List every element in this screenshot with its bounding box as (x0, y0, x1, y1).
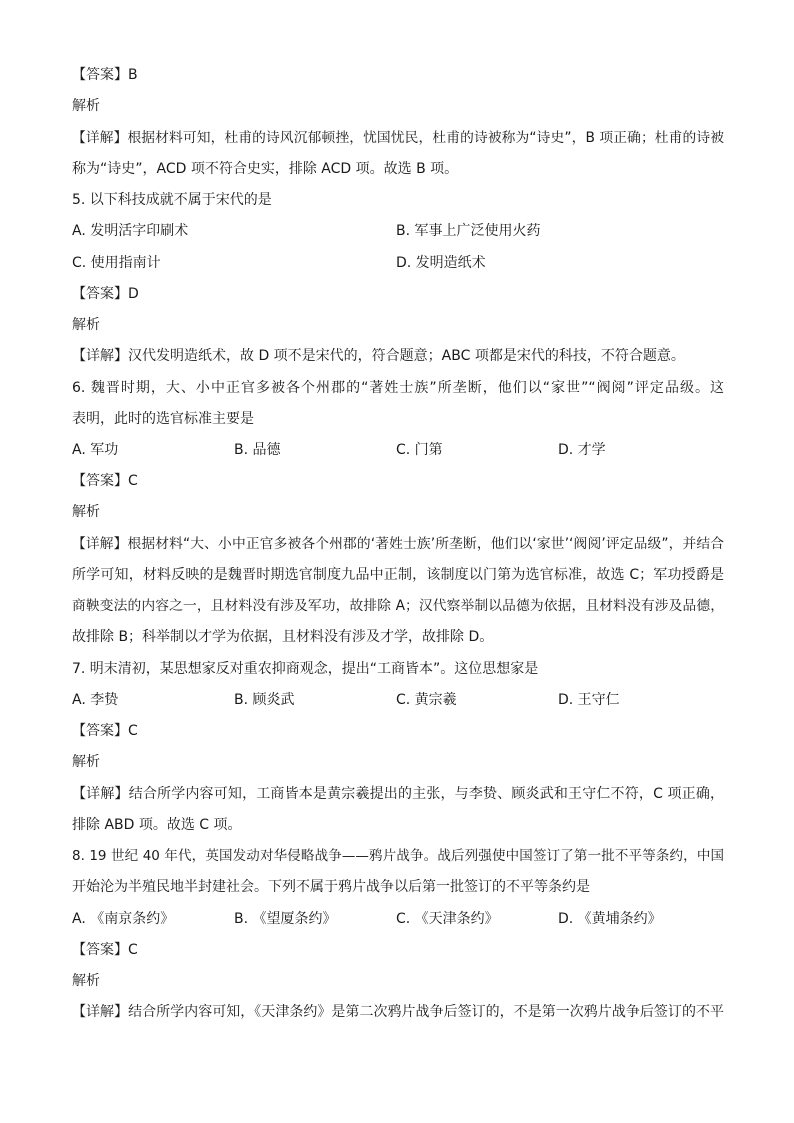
question-stem: 6. 魏晋时期，大、小中正官多被各个州郡的“著姓士族”所垄断，他们以“家世”“阀阅”评定品级。这 (72, 380, 724, 396)
question-stem: 5. 以下科技成就不属于宋代的是 (72, 192, 272, 208)
option-c: C. 门第 (396, 442, 443, 458)
analysis-heading: 解析 (72, 317, 100, 333)
option-b: B. 《望厦条约》 (234, 911, 337, 927)
detail-text: 【详解】根据材料“大、小中正官多被各个州郡的‘著姓士族’所垄断，他们以‘家世’‘阀阅’评定品级”，并结合 (72, 536, 724, 552)
answer-label: 【答案】D (72, 286, 139, 302)
answer-label: 【答案】C (72, 473, 138, 489)
option-a: A. 发明活字印刷术 (72, 223, 189, 239)
option-a: A. 《南京条约》 (72, 911, 175, 927)
question-stem: 8. 19 世纪 40 年代，英国发动对华侵略战争——鸦片战争。战后列强使中国签订了第一批不平等条约，中国 (72, 848, 724, 864)
detail-text: 所学可知，材料反映的是魏晋时期选官制度九品中正制，该制度以门第为选官标准，故选 C；军功授爵是 (72, 567, 724, 583)
question-stem: 开始沦为半殖民地半封建社会。下列不属于鸦片战争以后第一批签订的不平等条约是 (72, 879, 590, 895)
option-c: C. 黄宗羲 (396, 692, 457, 708)
option-b: B. 品德 (234, 442, 281, 458)
detail-text: 排除 ABD 项。故选 C 项。 (72, 817, 242, 833)
question-stem: 表明，此时的选官标准主要是 (72, 411, 254, 427)
option-d: D. 才学 (558, 442, 606, 458)
detail-text: 商鞅变法的内容之一，且材料没有涉及军功，故排除 A；汉代察举制以品德为依据，且材料没有涉及品德， (72, 598, 724, 614)
option-b: B. 顾炎武 (234, 692, 295, 708)
detail-text: 称为“诗史”，ACD 项不符合史实，排除 ACD 项。故选 B 项。 (72, 161, 459, 177)
analysis-heading: 解析 (72, 504, 100, 520)
analysis-heading: 解析 (72, 754, 100, 770)
option-c: C. 使用指南计 (72, 255, 161, 271)
option-c: C. 《天津条约》 (396, 911, 499, 927)
option-b: B. 军事上广泛使用火药 (396, 223, 541, 239)
option-d: D. 王守仁 (558, 692, 620, 708)
detail-text: 【详解】汉代发明造纸术，故 D 项不是宋代的，符合题意；ABC 项都是宋代的科技，不符合题意。 (72, 348, 685, 364)
option-d: D. 发明造纸术 (396, 255, 486, 271)
detail-text: 【详解】结合所学内容可知，工商皆本是黄宗羲提出的主张，与李贽、顾炎武和王守仁不符，C 项正确， (72, 786, 724, 802)
answer-label: 【答案】C (72, 723, 138, 739)
detail-text: 【详解】结合所学内容可知，《天津条约》是第二次鸦片战争后签订的，不是第一次鸦片战争后签订的不平 (72, 1004, 724, 1020)
analysis-heading: 解析 (72, 973, 100, 989)
option-a: A. 李贽 (72, 692, 119, 708)
answer-label: 【答案】B (72, 67, 138, 83)
analysis-heading: 解析 (72, 98, 100, 114)
option-d: D. 《黄埔条约》 (558, 911, 662, 927)
answer-label: 【答案】C (72, 942, 138, 958)
detail-text: 【详解】根据材料可知，杜甫的诗风沉郁顿挫，忧国忧民，杜甫的诗被称为“诗史”，B 项正确；杜甫的诗被 (72, 130, 724, 146)
question-stem: 7. 明末清初，某思想家反对重农抑商观念，提出“工商皆本”。这位思想家是 (72, 661, 539, 677)
option-a: A. 军功 (72, 442, 119, 458)
detail-text: 故排除 B；科举制以才学为依据，且材料没有涉及才学，故排除 D。 (72, 629, 494, 645)
